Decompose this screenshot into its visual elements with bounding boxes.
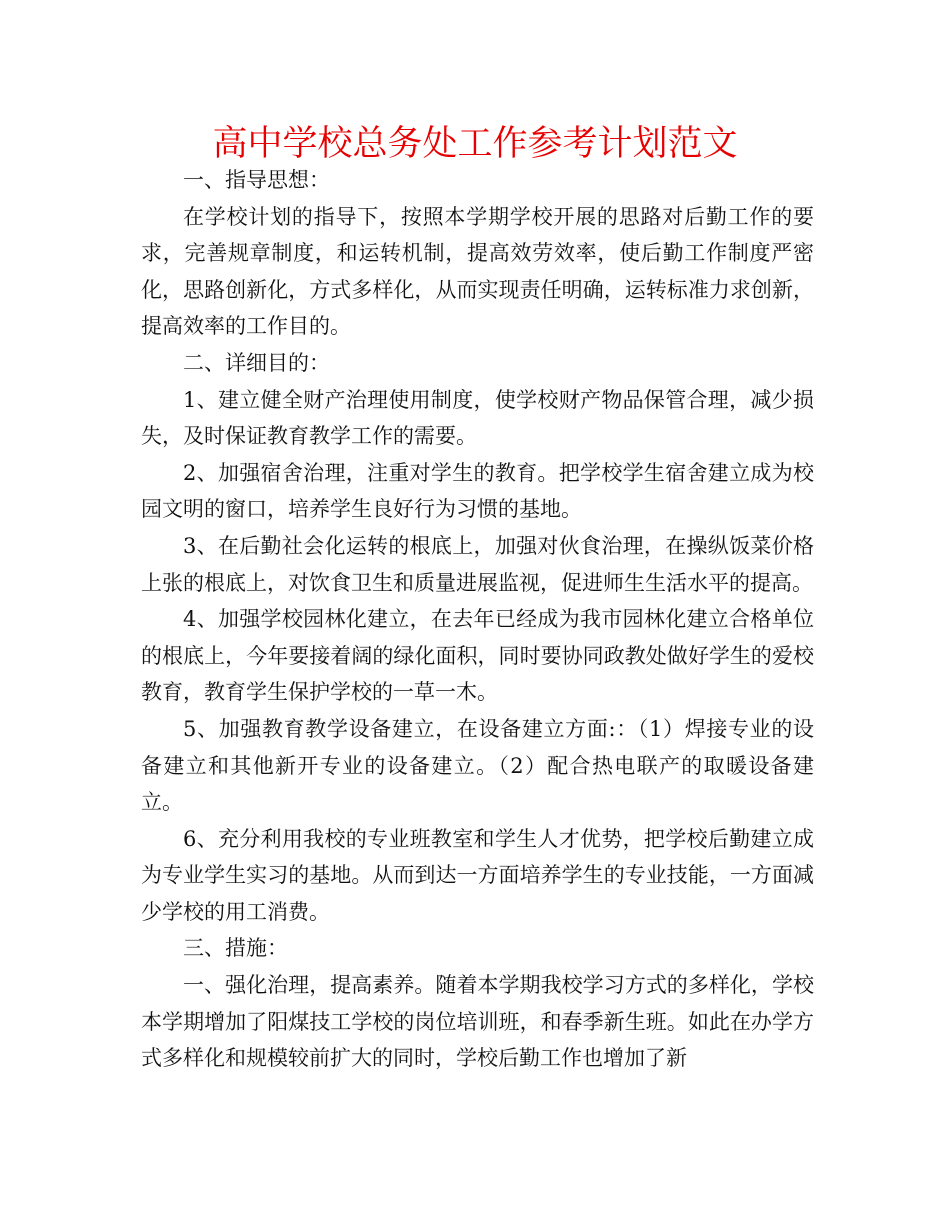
document-body bbox=[141, 162, 814, 1077]
goal-item-5: 5、加强教育教学设备建立，在设备建立方面:：（1）焊接专业的设备建立和其他新开专业的设备建立。（2）配合热电联产的取暖设备建立。 bbox=[141, 716, 814, 815]
goal-item-4: 4、加强学校园林化建立，在去年已经成为我市园林化建立合格单位的根底上，今年要接着阔的绿化面积，同时要协同政教处做好学生的爱校教育，教育学生保护学校的一草一木。 bbox=[141, 607, 814, 705]
goal-item-3: 3、在后勤社会化运转的根底上，加强对伙食治理，在操纵饭菜价格上张的根底上，对饮食卫生和质量进展监视，促进师生生活水平的提高。 bbox=[141, 533, 814, 595]
goal-item-2: 2、加强宿舍治理，注重对学生的教育。把学校学生宿舍建立成为校园文明的窗口，培养学生良好行为习惯的基地。 bbox=[141, 460, 814, 522]
goal-item-1: 1、建立健全财产治理使用制度，使学校财产物品保管合理，减少损失，及时保证教育教学工作的需要。 bbox=[141, 387, 814, 449]
measure-item-1: 一、强化治理，提高素养。随着本学期我校学习方式的多样化，学校本学期增加了阳煤技工学校的岗位培训班，和春季新生班。如此在办学方式多样化和规模较前扩大的同时，学校后勤工作也增加了新 bbox=[141, 973, 814, 1071]
paragraph-guiding-thought: 在学校计划的指导下，按照本学期学校开展的思路对后勤工作的要求，完善规章制度，和运转机制，提高效劳效率，使后勤工作制度严密化，思路创新化，方式多样化，从而实现责任明确，运转标准力求创新，提高效率的工作目的。 bbox=[141, 204, 814, 339]
goal-item-6: 6、充分利用我校的专业班教室和学生人才优势，把学校后勤建立成为专业学生实习的基地。从而到达一方面培养学生的专业技能，一方面减少学校的用工消费。 bbox=[141, 826, 814, 924]
heading-measures: 三、措施： bbox=[183, 936, 288, 961]
page-title: 高中学校总务处工作参考计划范文 bbox=[212, 124, 738, 164]
heading-guiding-thought: 一、指导思想： bbox=[183, 168, 330, 192]
heading-detailed-goals: 二、详细目的： bbox=[183, 350, 330, 375]
